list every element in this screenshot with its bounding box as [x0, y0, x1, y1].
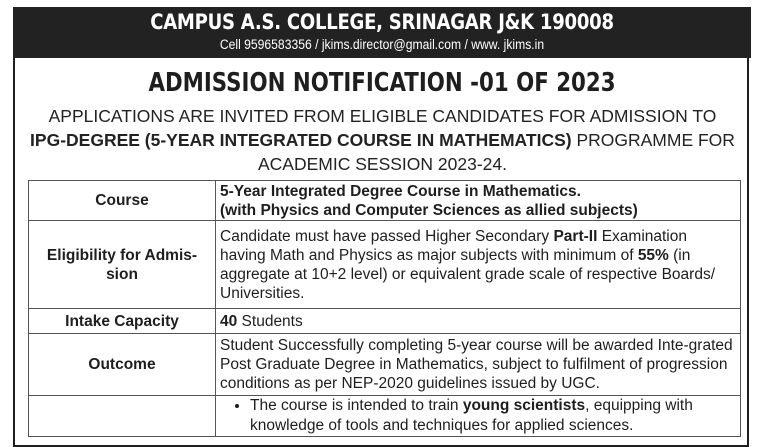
course-line2: (with Physics and Computer Sciences as allied subjects) — [220, 201, 638, 219]
eligibility-percent: 55% — [637, 246, 669, 264]
notification-title: ADMISSION NOTIFICATION -01 OF 2023 — [148, 68, 616, 98]
contact-info: Cell 9596583356 / jkims.director@gmail.com / www. jkims.in — [219, 37, 545, 52]
table-row-intake — [29, 309, 741, 334]
list-item — [250, 396, 736, 436]
table-row-eligibility — [29, 221, 741, 309]
intro-text-end: PROGRAMME FOR ACADEMIC SESSION 2023-24. — [258, 130, 735, 174]
eligibility-label: Eligibility for Admis-sion — [29, 221, 216, 309]
bullet-bold: young scientists — [462, 397, 586, 414]
intake-unit: Students — [237, 312, 303, 330]
intro-text: APPLICATIONS ARE INVITED FROM ELIGIBLE CANDIDATES FOR ADMISSION TO — [48, 106, 717, 126]
eligibility-text: (in aggregate at 10+2 level) or equivalent grade scale of respective Boards/ Universities. — [220, 246, 716, 302]
objectives-value — [216, 396, 741, 437]
table-row-objectives — [29, 396, 741, 437]
intro-bold-program: IPG-DEGREE (5-YEAR INTEGRATED COURSE IN MATHEMATICS) — [30, 130, 572, 150]
admission-details-table — [28, 180, 741, 437]
course-line1: 5-Year Integrated Degree Course in Mathematics. — [220, 182, 581, 200]
college-name: CAMPUS A.S. COLLEGE, SRINAGAR J&K 190008 — [150, 10, 614, 34]
objectives-list — [220, 396, 736, 436]
bullet-text: The course is intended to train — [250, 397, 463, 414]
course-value — [216, 181, 741, 221]
objectives-label — [29, 396, 216, 437]
intake-count: 40 — [220, 312, 238, 330]
eligibility-part2: Part-II — [553, 227, 598, 245]
table-row-outcome — [29, 334, 741, 396]
bullet-text: , equipping with knowledge of tools and techniques for applied sciences. — [250, 397, 693, 434]
course-label: Course — [29, 181, 216, 221]
intro-paragraph — [30, 104, 735, 176]
outcome-value: Student Successfully completing 5-year course will be awarded Inte-grated Post Graduate Degree in Mathematics, subject to fulfilment of progression conditions as per NEP-2020 guidelines issued by UGC. — [216, 334, 741, 396]
outcome-label: Outcome — [29, 334, 216, 396]
eligibility-text: Examination having Math and Physics as major subjects with minimum of — [220, 227, 687, 264]
intake-label: Intake Capacity — [29, 309, 216, 334]
table-row-course — [29, 181, 741, 221]
eligibility-text: Candidate must have passed Higher Secondary — [220, 227, 554, 245]
intake-value — [216, 309, 741, 334]
eligibility-value — [216, 221, 741, 309]
college-header — [13, 7, 751, 58]
